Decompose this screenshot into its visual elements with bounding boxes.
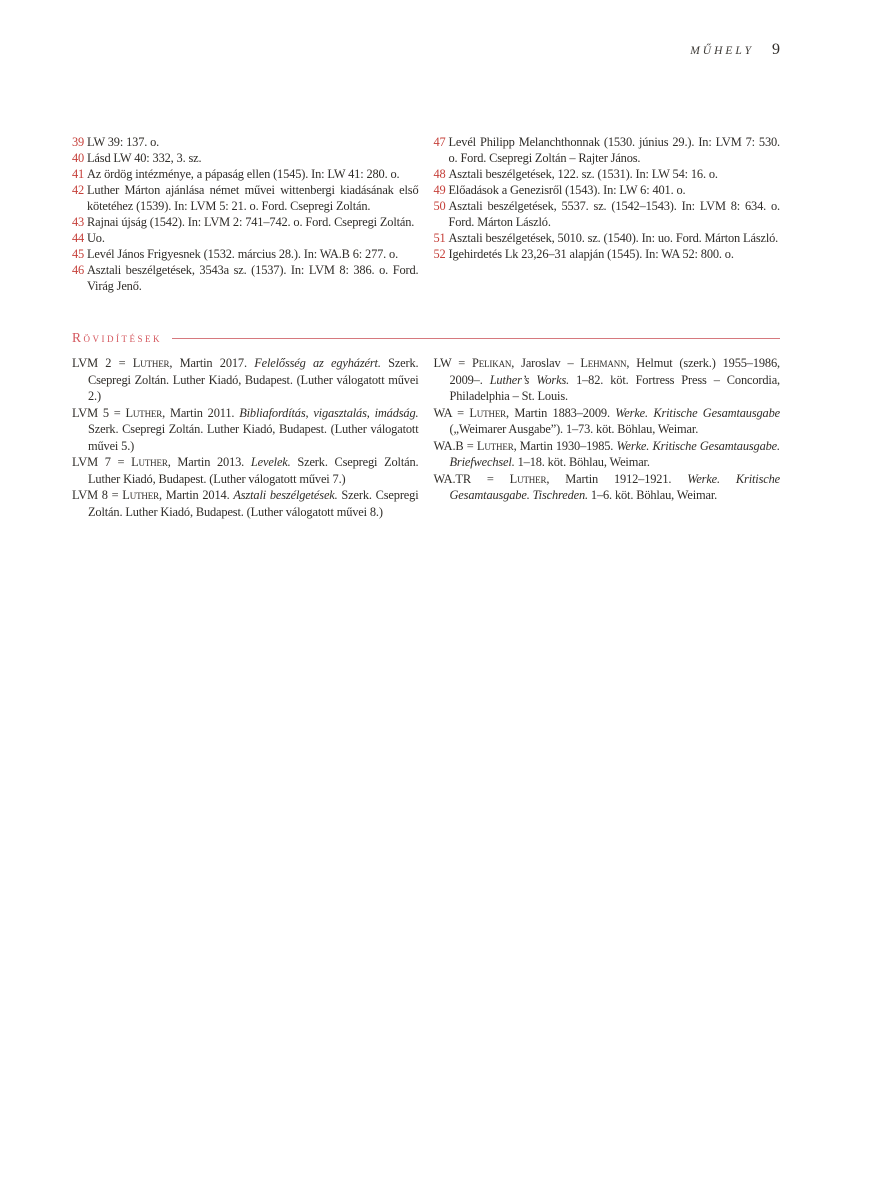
author-name: Luther [509, 471, 547, 486]
author-name: Luther [122, 488, 159, 502]
abbreviations-column-right [434, 355, 781, 520]
abbreviations-section [72, 355, 780, 520]
abbreviations-column-left [72, 355, 419, 520]
footnote-52 [434, 246, 781, 262]
footnote-text: Uo. [87, 231, 105, 245]
abbreviation-entry [434, 438, 781, 471]
entry-text: Szerk. Csepregi Zoltán. Luther Kiadó, Budapest. (Luther válogatott művei 8.) [88, 488, 419, 519]
entry-text: , Martin 1912–1921. [546, 471, 688, 486]
footnote-50 [434, 198, 781, 230]
abbreviations-header [72, 330, 780, 346]
entry-text: , Martin 1883–2009. [506, 405, 616, 420]
author-name: Pelikan [471, 356, 512, 370]
author-name: Luther [132, 356, 170, 370]
entry-text: 1–6. köt. Böhlau, Weimar. [587, 488, 718, 502]
entry-text: LVM 7 = [72, 455, 132, 469]
footnote-text: Az ördög intézménye, a pápaság ellen (1545). In: LW 41: 280. o. [87, 167, 400, 181]
author-name: Luther [131, 455, 168, 469]
entry-text: , Jaroslav – [511, 356, 581, 370]
entry-text: WA.B = [433, 438, 477, 453]
entry-text: , Martin 1930–1985. [513, 438, 617, 453]
entry-text: , Martin 2014. [158, 488, 234, 502]
abbreviation-entry [72, 405, 419, 455]
journal-section-label: MŰHELY [690, 45, 754, 57]
footnote-text: Rajnai újság (1542). In: LVM 2: 741–742. o. Ford. Csepregi Zoltán. [87, 215, 415, 229]
footnote-text: Asztali beszélgetések, 5010. sz. (1540). In: uo. Ford. Márton László. [448, 231, 779, 245]
abbreviation-entry [72, 454, 419, 487]
abbreviation-entry [72, 487, 419, 520]
footnote-text: Luther Márton ajánlása német művei wittenbergi kiadásának első kötetéhez (1539). In: LVM 5: 21. o. Ford. Csepregi Zoltán. [87, 183, 419, 213]
footnote-number: 39 [72, 135, 85, 149]
footnote-number: 41 [72, 167, 85, 181]
entry-text: , Martin 2017. [169, 356, 255, 370]
footnote-39 [72, 134, 419, 150]
page-number: 9 [772, 41, 780, 58]
footnote-text: Asztali beszélgetések, 122. sz. (1531). In: LW 54: 16. o. [448, 167, 718, 181]
abbreviation-entry [434, 405, 781, 438]
entry-text: WA = [433, 405, 470, 420]
footnote-number: 52 [433, 247, 446, 261]
entry-text: LVM 5 = [72, 405, 126, 420]
footnote-text: Levél János Frigyesnek (1532. március 28.). In: WA.B 6: 277. o. [87, 247, 399, 261]
abbreviation-entry [72, 355, 419, 405]
footnote-number: 40 [72, 151, 85, 165]
footnotes-section [72, 134, 780, 294]
entry-text: , Martin 2013. [167, 455, 251, 469]
entry-text: LW = [433, 356, 472, 370]
footnote-number: 45 [72, 247, 85, 261]
author-name: Luther [476, 438, 514, 453]
footnote-number: 48 [433, 167, 446, 181]
entry-text: („Weimarer Ausgabe”). 1–73. köt. Böhlau, Weimar. [449, 422, 699, 436]
work-title: Bibliafordítás, vigasztalás, imádság. [239, 405, 419, 420]
footnote-text: Igehirdetés Lk 23,26–31 alapján (1545). In: WA 52: 800. o. [448, 247, 734, 261]
footnote-45 [72, 246, 419, 262]
author-name: Luther [125, 405, 163, 420]
entry-text: 1–18. köt. Böhlau, Weimar. [514, 455, 650, 469]
footnotes-column-left [72, 134, 419, 294]
footnote-51 [434, 230, 781, 246]
footnote-46 [72, 262, 419, 294]
entry-text: Szerk. Csepregi Zoltán. Luther Kiadó, Budapest. (Luther válogatott művei 2.) [88, 356, 419, 403]
footnote-number: 50 [433, 199, 446, 213]
work-title: Asztali beszélgetések. [233, 488, 338, 502]
author-name: Lehmann [580, 356, 627, 370]
footnote-number: 49 [433, 183, 446, 197]
entry-text: Szerk. Csepregi Zoltán. Luther Kiadó, Budapest. (Luther válogatott művei 5.) [88, 422, 419, 453]
footnote-number: 46 [72, 263, 85, 277]
entry-text: Szerk. Csepregi Zoltán. Luther Kiadó, Budapest. (Luther válogatott művei 7.) [88, 455, 419, 486]
entry-text: WA.TR = [433, 471, 510, 486]
entry-text: LVM 8 = [72, 488, 123, 502]
entry-text: LVM 2 = [72, 356, 133, 370]
footnote-48 [434, 166, 781, 182]
footnote-text: Asztali beszélgetések, 5537. sz. (1542–1543). In: LVM 8: 634. o. Ford. Márton László. [448, 199, 780, 229]
footnote-40 [72, 150, 419, 166]
footnote-44 [72, 230, 419, 246]
work-title: Luther’s Works. [489, 372, 570, 387]
footnote-41 [72, 166, 419, 182]
footnote-49 [434, 182, 781, 198]
author-name: Luther [469, 405, 507, 420]
footnote-text: LW 39: 137. o. [87, 135, 160, 149]
footnote-number: 44 [72, 231, 85, 245]
footnote-47 [434, 134, 781, 166]
footnote-text: Asztali beszélgetések, 3543a sz. (1537). In: LVM 8: 386. o. Ford. Virág Jenő. [87, 263, 419, 293]
footnote-42 [72, 182, 419, 214]
work-title: Levelek. [250, 455, 291, 469]
footnote-number: 43 [72, 215, 85, 229]
footnote-number: 47 [433, 135, 446, 149]
abbreviation-entry [434, 355, 781, 405]
footnote-number: 51 [433, 231, 446, 245]
footnote-number: 42 [72, 183, 85, 197]
abbreviation-entry [434, 471, 781, 504]
footnote-text: Levél Philipp Melanchthonnak (1530. június 29.). In: LVM 7: 530. o. Ford. Csepregi Zoltán – Rajter János. [448, 135, 780, 165]
work-title: Werke. Kritische Gesamtausgabe [615, 405, 780, 420]
abbreviations-title: Rövidítések [72, 330, 162, 345]
footnote-text: Lásd LW 40: 332, 3. sz. [87, 151, 202, 165]
footnote-43 [72, 214, 419, 230]
running-head [72, 41, 780, 59]
work-title: Werke. Kritische Gesamtausgabe. Tischreden. [449, 471, 780, 502]
abbreviations-rule-line [172, 338, 780, 339]
entry-text: 1–82. köt. Fortress Press – Concordia, Philadelphia – St. Louis. [449, 372, 780, 403]
entry-text: , Helmut (szerk.) 1955–1986, 2009–. [449, 356, 780, 387]
work-title: Werke. Kritische Gesamtausgabe. Briefwechsel. [449, 438, 780, 469]
work-title: Felelősség az egyházért. [254, 356, 381, 370]
entry-text: , Martin 2011. [162, 405, 240, 420]
footnotes-column-right [434, 134, 781, 294]
footnote-text: Előadások a Genezisről (1543). In: LW 6: 401. o. [448, 183, 686, 197]
